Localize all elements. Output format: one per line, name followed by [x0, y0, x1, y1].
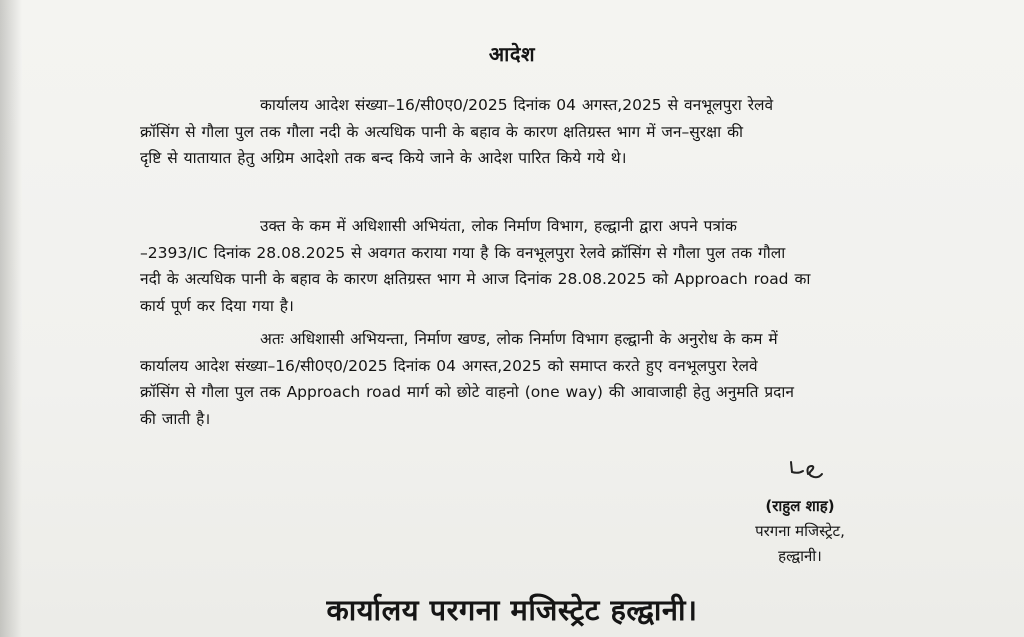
paragraph-2-line: कार्य पूर्ण कर दिया गया है।	[140, 296, 294, 315]
paragraph-3-line: क्रॉसिंग से गौला पुल तक Approach road मार्ग को छोटे वाहनो (one way) की आवाजाही हेतु अनुमति प्रदान	[140, 383, 795, 401]
signature-block	[730, 494, 870, 569]
paragraph-1	[140, 92, 880, 172]
paragraph-3-line: अतः अधिशासी अभियन्ता, निर्माण खण्ड, लोक निर्माण विभाग हल्द्वानी के अनुरोध के कम में	[260, 330, 778, 348]
page-edge-shadow	[0, 0, 22, 637]
paragraph-3-line: कार्यालय आदेश संख्या–16/सी0ए0/2025 दिनांक 04 अगस्त,2025 को समाप्त करते हुए वनभूलपुरा रेलवे	[140, 356, 758, 375]
paragraph-2	[140, 213, 880, 319]
paragraph-2-line: –2393/IC दिनांक 28.08.2025 से अवगत कराया गया है कि वनभूलपुरा रेलवे क्रॉसिंग से गौला पुल तक गौला	[140, 243, 786, 262]
signatory-name: (राहुल शाह)	[765, 497, 835, 515]
signatory-designation: परगना मजिस्ट्रेट,	[755, 522, 845, 540]
paragraph-2-line: उक्त के कम में अधिशासी अभियंता, लोक निर्माण विभाग, हल्द्वानी द्वारा अपने पत्रांक	[260, 217, 737, 235]
paragraph-3-line: की जाती है।	[140, 409, 211, 428]
paragraph-1-line: कार्यालय आदेश संख्या–16/सी0ए0/2025 दिनांक 04 अगस्त,2025 से वनभूलपुरा रेलवे	[260, 96, 774, 114]
office-footer: कार्यालय परगना मजिस्ट्रेट हल्द्वानी।	[326, 593, 698, 627]
signatory-place: हल्द्वानी।	[778, 547, 822, 565]
paragraph-1-line: क्रॉसिंग से गौला पुल तक गौला नदी के अत्यधिक पानी के बहाव के कारण क्षतिग्रस्त भाग में जन–सुरक्षा की	[140, 122, 744, 141]
handwritten-signature	[788, 458, 824, 484]
order-title: आदेश	[488, 42, 536, 66]
paragraph-2-line: नदी के अत्यधिक पानी के बहाव के कारण क्षतिग्रस्त भाग मे आज दिनांक 28.08.2025 को Approach road का	[140, 270, 811, 288]
paragraph-1-line: दृष्टि से यातायात हेतु अग्रिम आदेशो तक बन्द किये जाने के आदेश पारित किये गये थे।	[140, 149, 627, 167]
paragraph-3	[140, 326, 880, 432]
